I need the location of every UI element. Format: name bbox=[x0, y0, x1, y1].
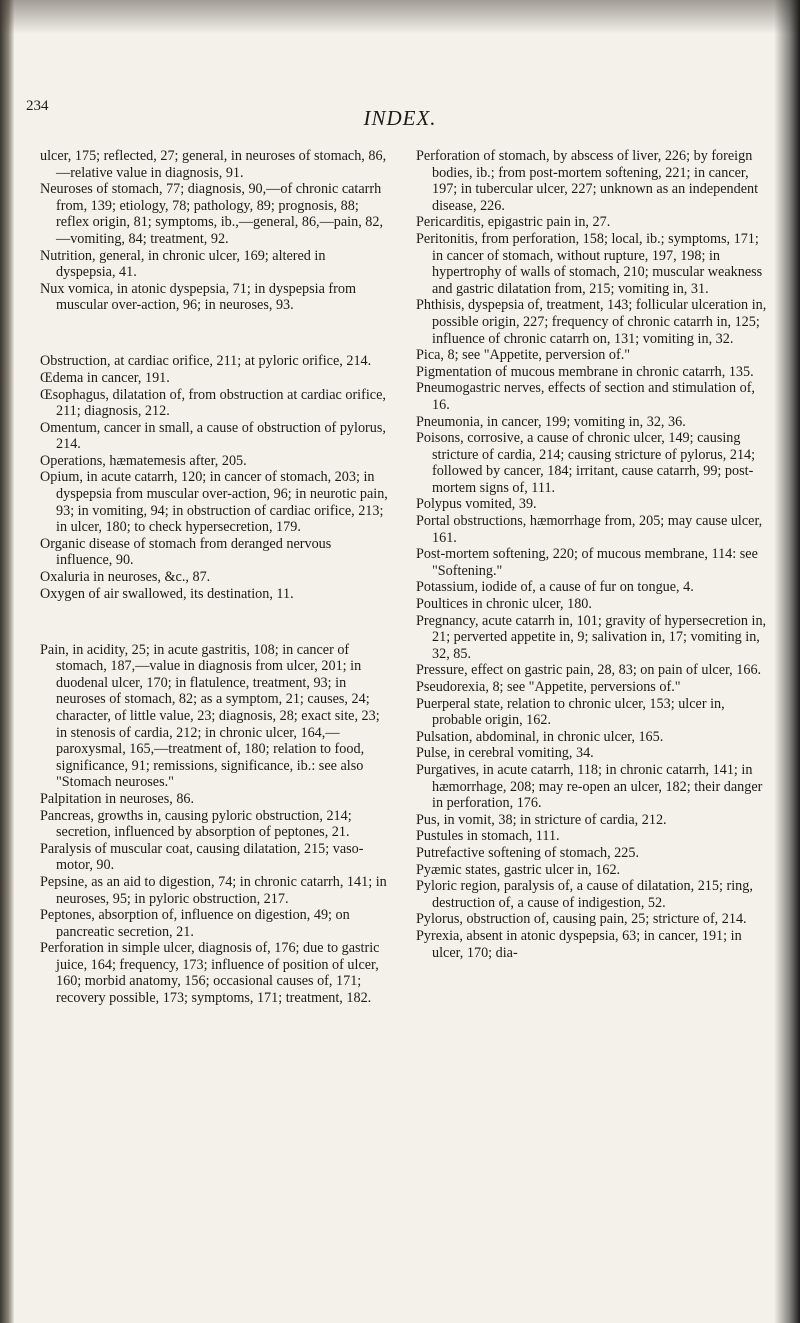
index-entry: Paralysis of muscular coat, causing dilatation, 215; vaso-motor, 90. bbox=[40, 840, 364, 874]
index-entry: Pneumonia, in cancer, 199; vomiting in, 32, 36. bbox=[416, 413, 686, 430]
index-column-right bbox=[416, 148, 772, 961]
index-entry: Polypus vomited, 39. bbox=[416, 496, 537, 513]
index-entry: Obstruction, at cardiac orifice, 211; at pyloric orifice, 214. bbox=[40, 353, 372, 370]
index-entry: Pustules in stomach, 111. bbox=[416, 828, 560, 845]
index-entry: Putrefactive softening of stomach, 225. bbox=[416, 844, 640, 861]
index-entry: Operations, hæmatemesis after, 205. bbox=[40, 452, 247, 469]
page-right-edge bbox=[774, 0, 800, 1323]
section-gap bbox=[40, 328, 388, 339]
index-entry: Peritonitis, from perforation, 158; local, ib.; symptoms, 171; in cancer of stomach, without rupture, 197, 198; in hypertrophy of walls of stomach, 210; muscular weakness and gastric dilatation from, 215; vomiting in, 31. bbox=[416, 230, 763, 297]
running-head: INDEX. bbox=[363, 106, 437, 130]
index-column-left bbox=[40, 148, 388, 1007]
index-entry: Pyæmic states, gastric ulcer in, 162. bbox=[416, 861, 621, 878]
index-entry: Pancreas, growths in, causing pyloric obstruction, 214; secretion, influenced by absorption of peptones, 21. bbox=[40, 807, 352, 841]
index-entry: Pigmentation of mucous membrane in chronic catarrh, 135. bbox=[416, 363, 754, 380]
index-entry: Pica, 8; see "Appetite, perversion of." bbox=[416, 347, 631, 364]
index-entry: Pain, in acidity, 25; in acute gastritis, 108; in cancer of stomach, 187,—value in diagnosis from ulcer, 201; in duodenal ulcer, 170; in flatulence, treatment, 93; in neuroses of stomach, 82; as a symptom, 21; causes, 24; character, of little value, 23; diagnosis, 28; exact site, 23; in stenosis of cardia, 212; in chronic ulcer, 164,—paroxysmal, 165,—treatment of, 180; relation to food, significance, 91; remissions, significance, ib.: see also "Stomach neuroses." bbox=[40, 641, 380, 791]
index-entry: Pus, in vomit, 38; in stricture of cardia, 212. bbox=[416, 811, 667, 828]
index-entry: Portal obstructions, hæmorrhage from, 205; may cause ulcer, 161. bbox=[416, 513, 763, 546]
index-entry: Œsophagus, dilatation of, from obstruction at cardiac orifice, 211; diagnosis, 212. bbox=[40, 386, 386, 420]
index-entry: Oxygen of air swallowed, its destination, 11. bbox=[40, 585, 294, 602]
index-entry: Post-mortem softening, 220; of mucous membrane, 114: see "Softening." bbox=[416, 546, 758, 579]
index-entry: Puerperal state, relation to chronic ulcer, 153; ulcer in, probable origin, 162. bbox=[416, 695, 725, 729]
index-entry: Organic disease of stomach from deranged nervous influence, 90. bbox=[40, 535, 332, 569]
index-entry: Pneumogastric nerves, effects of section and stimulation of, 16. bbox=[416, 380, 755, 413]
index-entry: Potassium, iodide of, a cause of fur on tongue, 4. bbox=[416, 579, 694, 596]
index-entry: Perforation of stomach, by abscess of liver, 226; by foreign bodies, ib.; from post-mortem softening, 221; in cancer, 197; in tubercular ulcer, 227; unknown as an independent disease, 226. bbox=[416, 148, 759, 214]
index-entry: Pressure, effect on gastric pain, 28, 83; on pain of ulcer, 166. bbox=[416, 662, 762, 679]
index-entry: Nux vomica, in atonic dyspepsia, 71; in dyspepsia from muscular over-action, 96; in neuroses, 93. bbox=[40, 280, 357, 314]
index-entry: ulcer, 175; reflected, 27; general, in neuroses of stomach, 86,—relative value in diagnosis, 91. bbox=[40, 148, 387, 181]
index-entry: Perforation in simple ulcer, diagnosis of, 176; due to gastric juice, 164; frequency, 173; influence of position of ulcer, 160; morbid anatomy, 156; occasional causes of, 171; recovery possible, 173; symptoms, 171; treatment, 182. bbox=[40, 940, 380, 1007]
index-entry: Nutrition, general, in chronic ulcer, 169; altered in dyspepsia, 41. bbox=[40, 247, 326, 281]
index-entry: Opium, in acute catarrh, 120; in cancer of stomach, 203; in dyspepsia from muscular over-action, 96; in neurotic pain, 93; in vomiting, 94; in obstruction of cardiac orifice, 213; in ulcer, 180; to check hypersecretion, 179. bbox=[40, 469, 388, 536]
index-entry: Omentum, cancer in small, a cause of obstruction of pylorus, 214. bbox=[40, 419, 386, 453]
index-entry: Pyrexia, absent in atonic dyspepsia, 63; in cancer, 191; in ulcer, 170; dia- bbox=[416, 927, 742, 961]
index-entry: Poultices in chronic ulcer, 180. bbox=[416, 596, 592, 613]
index-entry: Pulse, in cerebral vomiting, 34. bbox=[416, 745, 594, 762]
index-entry: Pylorus, obstruction of, causing pain, 25; stricture of, 214. bbox=[416, 911, 747, 928]
page-number: 234 bbox=[26, 98, 49, 114]
index-entry: Peptones, absorption of, influence on digestion, 49; on pancreatic secretion, 21. bbox=[40, 907, 350, 940]
index-entry: Oxaluria in neuroses, &c., 87. bbox=[40, 569, 211, 586]
index-entry: Neuroses of stomach, 77; diagnosis, 90,—of chronic catarrh from, 139; etiology, 78; pathology, 89; prognosis, 88; reflex origin, 81; symptoms, ib.,—general, 86,—pain, 82,—vomiting, 84; treatment, 92. bbox=[40, 181, 384, 247]
index-entry: Poisons, corrosive, a cause of chronic ulcer, 149; causing stricture of cardia, 214; causing stricture of pylorus, 214; followed by cancer, 184; irritant, cause catarrh, 99; post-mortem signs of, 111. bbox=[416, 430, 756, 496]
index-entry: Pregnancy, acute catarrh in, 101; gravity of hypersecretion in, 21; perverted appetite in, 9; salivation in, 17; vomiting in, 32, 85. bbox=[416, 612, 767, 662]
index-entry: Pericarditis, epigastric pain in, 27. bbox=[416, 214, 611, 231]
section-gap bbox=[40, 616, 388, 627]
index-entry: Purgatives, in acute catarrh, 118; in chronic catarrh, 141; in hæmorrhage, 208; may re-open an ulcer, 182; their danger in perforation, 176. bbox=[416, 761, 763, 812]
index-entry: Palpitation in neuroses, 86. bbox=[40, 790, 195, 807]
index-entry: Pyloric region, paralysis of, a cause of dilatation, 215; ring, destruction of, a cause of indigestion, 52. bbox=[416, 878, 753, 911]
book-binding-edge bbox=[0, 0, 14, 1323]
index-entry: Œdema in cancer, 191. bbox=[40, 369, 170, 386]
index-entry: Pepsine, as an aid to digestion, 74; in chronic catarrh, 141; in neuroses, 95; in pyloric obstruction, 217. bbox=[40, 873, 387, 907]
index-entry: Pseudorexia, 8; see "Appetite, perversions of." bbox=[416, 679, 681, 695]
index-entry: Phthisis, dyspepsia of, treatment, 143; follicular ulceration in, possible origin, 227; frequency of chronic catarrh in, 125; influence of chronic catarrh on, 131; vomiting in, 32. bbox=[416, 297, 767, 347]
page-top-shadow bbox=[0, 0, 800, 34]
index-entry: Pulsation, abdominal, in chronic ulcer, 165. bbox=[416, 728, 664, 745]
